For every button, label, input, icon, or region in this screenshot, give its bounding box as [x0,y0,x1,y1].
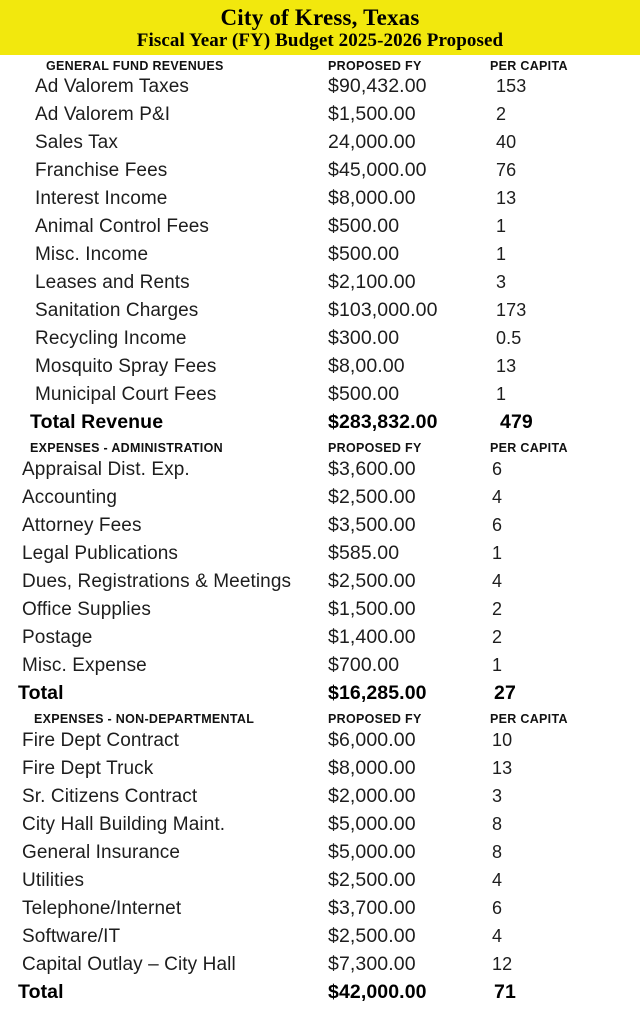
row-label: Software/IT [22,926,121,947]
row-value-cell [328,897,490,920]
row-capita-cell [490,682,640,705]
row-capita: 173 [496,300,527,320]
row-capita: 76 [496,160,517,180]
row-capita: 1 [496,216,507,236]
table-row [0,598,640,626]
row-value: $500.00 [328,215,400,237]
row-label-cell [0,188,328,210]
row-value-cell [328,542,490,565]
row-capita-cell [490,411,640,434]
row-label-cell [0,954,328,976]
row-label-cell [0,814,328,836]
section-title: EXPENSES - ADMINISTRATION [30,441,223,455]
row-capita-cell [490,655,640,676]
row-label-cell [0,515,328,537]
row-value-cell [328,355,490,378]
row-label-cell [0,655,328,677]
row-value-cell [328,757,490,780]
row-label: Sanitation Charges [35,300,199,321]
table-row [0,514,640,542]
section-header-expenses-administration [0,439,640,458]
table-row [0,757,640,785]
row-value: $7,300.00 [328,953,416,975]
section-title: GENERAL FUND REVENUES [46,59,224,73]
page-title: City of Kress, Texas [220,4,420,30]
row-value: $45,000.00 [328,159,427,181]
table-row-total [0,411,640,439]
row-capita-cell [490,730,640,751]
row-label: Ad Valorem Taxes [35,76,190,97]
row-capita-cell [490,160,640,181]
row-capita-cell [490,627,640,648]
row-label: Sales Tax [35,132,118,153]
row-value: $1,500.00 [328,103,416,125]
row-label-cell [0,328,328,350]
value-column-header: PROPOSED FY [328,712,422,726]
row-value: $90,432.00 [328,75,427,97]
row-capita: 13 [496,356,517,376]
section-header-general-fund-revenues [0,57,640,75]
row-value: $3,600.00 [328,458,416,480]
row-capita: 1 [496,244,507,264]
row-value: $8,000.00 [328,757,416,779]
row-capita: 3 [496,272,507,292]
row-capita-cell [490,328,640,349]
row-capita-cell [490,599,640,620]
row-label-cell [0,132,328,154]
row-capita: 153 [496,76,527,96]
row-label: Attorney Fees [22,515,142,536]
table-row [0,103,640,131]
row-label-cell [0,786,328,808]
row-capita: 8 [492,842,503,862]
row-label-cell [0,272,328,294]
row-label: Mosquito Spray Fees [35,356,217,377]
row-value: $3,500.00 [328,514,416,536]
row-label: Utilities [22,870,85,891]
table-row [0,383,640,411]
table-row [0,841,640,869]
row-value-cell [328,243,490,266]
row-value-cell [328,981,490,1004]
table-row [0,626,640,654]
row-value: $16,285.00 [328,682,427,704]
row-label-cell [0,104,328,126]
row-value: 24,000.00 [328,131,416,153]
row-capita: 40 [496,132,517,152]
table-row [0,654,640,682]
row-label-cell [0,682,328,705]
row-value-cell [328,187,490,210]
row-capita: 2 [496,104,507,124]
row-capita-cell [490,954,640,975]
row-capita-cell [490,459,640,480]
row-label-cell [0,870,328,892]
row-capita-cell [490,814,640,835]
row-value-cell [328,131,490,154]
row-label: Leases and Rents [35,272,190,293]
row-value: $5,000.00 [328,841,416,863]
row-label-cell [0,244,328,266]
page-subtitle: Fiscal Year (FY) Budget 2025-2026 Proposed [136,29,504,51]
capita-column-header-cell [490,57,640,75]
row-label: Dues, Registrations & Meetings [22,571,292,592]
table-row [0,327,640,355]
row-value-cell [328,654,490,677]
row-capita-cell [490,981,640,1004]
row-label-cell [0,926,328,948]
masthead-banner [0,0,640,55]
row-label: Postage [22,627,93,648]
row-capita: 13 [492,758,513,778]
row-label: Misc. Income [35,244,149,265]
row-label: Capital Outlay – City Hall [22,954,236,975]
table-row [0,813,640,841]
row-label-cell [0,730,328,752]
row-value-cell [328,411,490,434]
row-label: Accounting [22,487,118,508]
table-row [0,869,640,897]
row-label: Franchise Fees [35,160,168,181]
row-label: Legal Publications [22,543,179,564]
table-row [0,187,640,215]
row-label-cell [0,76,328,98]
row-value-cell [328,383,490,406]
row-value: $42,000.00 [328,981,427,1003]
table-row [0,458,640,486]
section-header-expenses-non-departmental [0,710,640,729]
row-value: $1,400.00 [328,626,416,648]
row-label-cell [0,599,328,621]
table-row [0,925,640,953]
row-label-cell [0,300,328,322]
row-value-cell [328,215,490,238]
row-capita-cell [490,758,640,779]
row-capita: 3 [492,786,503,806]
row-label: Fire Dept Contract [22,730,180,751]
row-label: Interest Income [35,188,168,209]
row-value-cell [328,570,490,593]
row-value: $8,00.00 [328,355,405,377]
row-capita-cell [490,76,640,97]
row-capita: 8 [492,814,503,834]
row-capita: 27 [494,682,516,704]
row-label-cell [0,571,328,593]
row-capita: 4 [492,926,503,946]
row-value-cell [328,869,490,892]
row-label-cell [0,758,328,780]
value-column-header-cell [328,439,490,457]
row-value-cell [328,598,490,621]
row-label: General Insurance [22,842,181,863]
row-label: Misc. Expense [22,655,147,676]
table-row [0,486,640,514]
row-label-cell [0,459,328,481]
row-value-cell [328,953,490,976]
row-value: $1,500.00 [328,598,416,620]
row-value-cell [328,458,490,481]
value-column-header: PROPOSED FY [328,59,422,73]
row-capita-cell [490,384,640,405]
table-row [0,75,640,103]
row-value: $2,100.00 [328,271,416,293]
row-label-cell [0,356,328,378]
row-label: Animal Control Fees [35,216,210,237]
capita-column-header: PER CAPITA [490,441,568,455]
section-title: EXPENSES - NON-DEPARTMENTAL [34,712,255,726]
table-row [0,243,640,271]
table-row [0,542,640,570]
row-capita: 2 [492,599,503,619]
value-column-header-cell [328,710,490,728]
row-capita: 1 [492,655,503,675]
row-capita-cell [490,571,640,592]
row-capita-cell [490,104,640,125]
row-capita-cell [490,898,640,919]
row-capita: 2 [492,627,503,647]
row-value-cell [328,75,490,98]
capita-column-header: PER CAPITA [490,712,568,726]
row-capita: 12 [492,954,513,974]
row-value-cell [328,271,490,294]
row-capita-cell [490,216,640,237]
row-label: Appraisal Dist. Exp. [22,459,190,480]
row-value-cell [328,159,490,182]
row-capita-cell [490,870,640,891]
row-value-cell [328,626,490,649]
table-row [0,299,640,327]
row-capita: 0.5 [496,328,522,348]
row-capita-cell [490,515,640,536]
row-capita-cell [490,244,640,265]
row-capita: 4 [492,571,503,591]
row-value: $2,500.00 [328,925,416,947]
row-capita: 6 [492,898,503,918]
row-value-cell [328,327,490,350]
row-capita: 1 [492,543,503,563]
row-capita: 13 [496,188,517,208]
row-value-cell [328,785,490,808]
table-row [0,271,640,299]
row-capita: 479 [500,411,533,433]
capita-column-header-cell [490,710,640,728]
row-label: Office Supplies [22,599,151,620]
row-capita-cell [490,487,640,508]
row-value: $283,832.00 [328,411,438,433]
section-title-cell [0,57,328,75]
row-capita-cell [490,926,640,947]
row-value-cell [328,925,490,948]
table-row [0,953,640,981]
row-capita: 6 [492,515,503,535]
row-value-cell [328,299,490,322]
row-value: $2,000.00 [328,785,416,807]
row-label: Total Revenue [30,411,164,433]
row-value: $700.00 [328,654,400,676]
row-value-cell [328,103,490,126]
row-capita: 1 [496,384,507,404]
table-row [0,215,640,243]
table-row [0,897,640,925]
row-label-cell [0,487,328,509]
row-value-cell [328,514,490,537]
row-value: $103,000.00 [328,299,438,321]
row-capita: 10 [492,730,513,750]
row-value: $500.00 [328,243,400,265]
row-label: Total [18,682,64,704]
row-label: Recycling Income [35,328,187,349]
row-value-cell [328,486,490,509]
row-capita-cell [490,132,640,153]
table-row [0,785,640,813]
table-row [0,729,640,757]
row-label-cell [0,384,328,406]
row-label: Ad Valorem P&I [35,104,171,125]
row-value-cell [328,682,490,705]
row-value-cell [328,841,490,864]
row-label-cell [0,627,328,649]
row-label: Sr. Citizens Contract [22,786,198,807]
row-label: Telephone/Internet [22,898,182,919]
row-label-cell [0,160,328,182]
row-label: Fire Dept Truck [22,758,154,779]
section-title-cell [0,710,328,728]
row-label-cell [0,543,328,565]
row-capita-cell [490,543,640,564]
capita-column-header: PER CAPITA [490,59,568,73]
row-value: $2,500.00 [328,869,416,891]
row-value: $300.00 [328,327,400,349]
row-capita-cell [490,786,640,807]
row-value: $2,500.00 [328,486,416,508]
row-capita: 4 [492,487,503,507]
table-row [0,131,640,159]
row-label: City Hall Building Maint. [22,814,226,835]
row-capita-cell [490,356,640,377]
row-value: $3,700.00 [328,897,416,919]
table-row [0,355,640,383]
capita-column-header-cell [490,439,640,457]
row-label-cell [0,411,328,434]
row-value-cell [328,813,490,836]
value-column-header: PROPOSED FY [328,441,422,455]
row-value: $5,000.00 [328,813,416,835]
row-value: $585.00 [328,542,400,564]
row-label-cell [0,842,328,864]
row-label: Municipal Court Fees [35,384,217,405]
table-row [0,570,640,598]
row-label-cell [0,216,328,238]
row-value: $500.00 [328,383,400,405]
section-title-cell [0,439,328,457]
row-label: Total [18,981,64,1003]
row-value: $6,000.00 [328,729,416,751]
table-row [0,159,640,187]
row-value-cell [328,729,490,752]
row-capita: 4 [492,870,503,890]
row-label-cell [0,981,328,1004]
value-column-header-cell [328,57,490,75]
row-capita-cell [490,300,640,321]
row-capita-cell [490,272,640,293]
row-value: $8,000.00 [328,187,416,209]
row-capita: 71 [494,981,516,1003]
table-row-total [0,682,640,710]
row-capita-cell [490,842,640,863]
row-capita-cell [490,188,640,209]
budget-table [0,55,640,1009]
row-value: $2,500.00 [328,570,416,592]
row-capita: 6 [492,459,503,479]
row-label-cell [0,898,328,920]
